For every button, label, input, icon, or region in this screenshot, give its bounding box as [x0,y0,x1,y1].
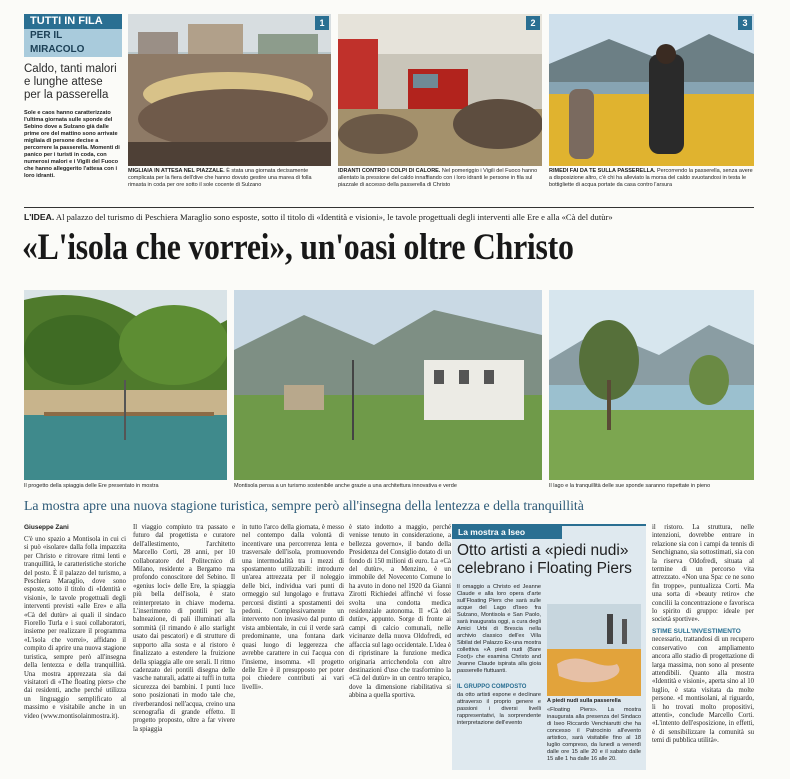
building-render-image [234,290,542,480]
article-column-3 [242,524,344,766]
caption-text: Nel pomeriggio i Vigili del Fuoco hanno allentato la pressione del caldo innaffiando con i loro idranti le persone in fila sul piazzale di accesso della passerella di Christo [338,168,538,188]
sidebar-photo [547,604,641,696]
render-caption-3: Il lago e la tranquillità delle sue sponde saranno rispettate in pieno [549,483,711,489]
subheadline: La mostra apre una nuova stagione turistica, sempre però all'insegna della lentezza e della tranquillità [24,498,584,513]
render-lakeside [549,290,754,480]
section-divider [24,207,754,208]
crowd-plaza-image [128,14,331,166]
caption-bold: RIMEDI FAI DA TE SULLA PASSERELLA. [549,168,656,174]
top-photo-3-caption [549,168,754,198]
idea-label: L'IDEA. [24,212,55,222]
photo-number: 1 [315,16,329,30]
idea-text: Al palazzo del turismo di Peschiera Maraglio sono esposte, sotto il titolo di «Identità e visioni», le tavole progettuali degli interventi alle Ere e alla «Cà del dutùr» [55,212,613,222]
top-photo-2 [338,14,542,166]
article-text: è stato indotto a maggio, perché venisse tenuto in considerazione, a bellezza governo», il bando della Presidenza del Consiglio dotato di un fondo di 150 milioni di euro. La «Cà del dutùr», a Menzino, è un immobile del Novecento Comune lo ha avuto in dono nel 1920 da Gianni Zirotti Richiedei affinché vi fosse svolta una condotta medica residenziale autonoma. Il «Cà del dutùr», appunto. Sorge di fronte ai campi di calcio comunali, nelle vicinanze della nuova Oldofredi, ed affaccia sul lago occidentale. L'idea è di ripristinare la funzione medica originaria arricchendola con altre destinazioni d'uso che trasformino la «Cà del dutùr» in un centro terapico, dove la dimensione riabilitativa si abbina a quella sportiva. [349,524,451,700]
sidebar-group-label: IL GRUPPO COMPOSTO [457,684,527,690]
top-story-subkicker: PER IL MIRACOLO [24,29,122,57]
photo-number: 3 [738,16,752,30]
article-text: Il viaggio compiuto tra passato e futuro dal progettista e curatore dell'allestimento, l'architetto Marcello Corti, 28 anni, per 10 collaboratore del Politecnico di Milano, residente a Bergamo ma profondo conoscitore del Sebino. Il «genius loci» delle Ere, la spiaggia più bella dell'isola, è stato reinterpretato in chiave moderna. L'inserimento di pontili per la balneazione, di pali illuminati alla sommità (il rimando è allo starlight usato dai pescatori) e di strutture di supporto alla sosta e al ristoro è finalizzato a estendere la fruizione della spiaggia alle ore serali. Il ritmo cadenzato dei pontili disegna delle vasche naturali, adatte ai tuffi in tutta sicurezza dei bambini. I punti luce sono posizionati in modo tale che, riverberandosi nell'acqua, creino una scenografia di grande effetto. Il progetto proposto, oltre a far vivere la spiaggia [133,524,235,733]
byline: Giuseppe Zani [24,524,69,531]
main-headline: «L'isola che vorrei», un'oasi oltre Christo [22,227,574,268]
caption-text: Percorrendo la passerella, senza avere a disposizione altro, c'è chi ha alleviato la morsa del caldo svuotandosi in testa le bottigliette di acqua portate da casa contro l'arsura [549,168,753,188]
top-photo-3 [549,14,754,166]
idea-line [24,212,754,223]
top-story-headline: Caldo, tanti malori e lunghe attese per la passerella [24,63,117,101]
article-column-4 [349,524,451,766]
photo-number: 2 [526,16,540,30]
top-photo-1 [128,14,331,166]
article-column-1 [24,536,126,766]
article-text: in tutto l'arco della giornata, è messo nel contempo dalla volontà di incentivare una percorrenza lenta e trasversale dell'isola, promuovendo una intermodalità tra i mezzi di spostamento utilizzabili: introdurre un'area attrezzata per il noleggio delle bici, individua vari punti di ormeggio sul lungolago e fruttava percorsi distinti a spostamenti dei pedoni. Complessivamente un intervento non invasivo dal punto di vista ambientale, in cui il verde sarà predominante, una fontana dark quasi luogo di leggerezza che avrebbe carattere in cui l'acqua con l'insieme, insomma. «Il progetto delle Ere è il presupposto per poter poi chiedere contributi ai vari livelli». [242,524,344,691]
sidebar-headline: Otto artisti a «piedi nudi» celebrano i Floating Piers [457,542,632,577]
bare-feet-image [547,604,641,696]
lakeside-render-image [549,290,754,480]
sidebar-body-3: «Floating Piers». La mostra inaugurata alla presenza del Sindaco di Iseo Riccardo Venchiarutti che ha concesso il Patrocinio all'evento artistico, sarà visitabile fino al 18 luglio compreso, da lunedì a venerdì dalle ore 15 alle 20 e il sabato dalle 15 alle 1 ha dalle 16 alle 20. [547,707,641,762]
sidebar-box [452,524,646,770]
render-beach [24,290,227,480]
sidebar-kicker: La mostra a Iseo [452,526,562,539]
render-caption-2: Montisola pensa a un turismo sostenibile anche grazie a una architettura innovativa e verde [234,483,457,489]
caption-bold: MIGLIAIA IN ATTESA NEL PIAZZALE. [128,168,225,174]
sidebar-body-2: da otto artisti espone e declinare attraverso il proprio genere e passioni i diversi livelli rappresentativi, la sorprendente interpretazione dell'evento [457,692,541,726]
top-story [24,14,122,199]
render-building [234,290,542,480]
sidebar-photo-caption: A piedi nudi sulla passerella [547,698,621,704]
top-photo-1-caption [128,168,331,198]
beach-render-image [24,290,227,480]
caption-bold: IDRANTI CONTRO I COLPI DI CALORE. [338,168,441,174]
pier-walkers-image [549,14,754,166]
render-caption-1: Il progetto della spiaggia delle Ere presentato in mostra [24,483,159,489]
top-photo-2-caption [338,168,542,198]
fire-truck-image [338,14,542,166]
article-text: C'è uno spazio a Montisola in cui ci si può «isolare» dalla folla impazzita per Christo e ritrovare ritmi lenti e tranquillità, le caratteristiche storiche del posto. È il palazzo del turismo, a Peschiera Maraglio, dove sono esposte, sotto il titolo di «Identità e visioni», le tavole progettuali degli interventi previsti «alle Ere» e alla «Cà del dutùr» ai quali il sindaco Fiorello Turla e i suoi collaboratori, insieme per realizzare il programma «L'isola che vorrei», affidano il compito di aprire una nuova stagione turistica, sempre però all'insegna della lentezza e della tranquillità. Una mostra apprezzata sia dai visitatori di «The floating piers» che dai residenti, anche perché utilizza un linguaggio semplificato al massimo e visitabile anche in un video (www.montisolainmostra.it). [24,536,126,720]
right-column-text-2: necessario, trattandosi di un recupero conservativo con ampliamento ancora allo stadio di progettazione di larga massima, non sono al presente attendibili. Quanto alla mostra «Identità e visioni», aperta sino al 10 luglio, è stata visitata da molte persone. «I montisolani, al riguardo, li ho trovati molto propositivi, attenti», conclude Marcello Corti. «L'intento dell'esposizione, in effetti, è di sensibilizzare la comunità su temi di pubblica utilità». [652,636,754,745]
right-column-label: STIME SULL'INVESTIMENTO [652,627,741,635]
caption-text: È stata una giornata decisamente complicata per la fiera dell'dive che hanno dovuto gestire una marea di folla rimasta in coda per ore sotto il sole cocente di Sulzano [128,168,312,188]
sidebar-body-1: Il omaggio a Christo ed Jeanne Claude e alla loro opera d'arte sull'Floating Piers che sarà sulle acque del Lago d'Iseo fra Sulzano, Montisola e San Paolo, sarà inaugurata oggi, a cura degli Amici Urbi di Brescia nella archivio classico dell'ex Villa Sibilat del Palazzo Ex-una mostra collettiva «A piedi nudi (Bare Foot)» che esamina Christo and Jeanne Claude ispirata alla gioia passerelle fluttuanti. [457,584,541,674]
top-story-body: Sole e caos hanno caratterizzato l'ultima giornata sulle sponde del Sebino dove a Sulzano già dalle prime ore del mattino sono arrivate migliaia di persone decise a percorrere la passerella. Momenti di panico per i turisti in coda, con numerosi malori e i Vigili del Fuoco che hanno alleggerito l'attesa con i loro idranti. [24,110,120,179]
right-column-text-1: il ristoro. La struttura, nelle intenzioni, dovrebbe entrare in relazione sia con i campi da tennis di Senchignano, sia sottostimati, sia con la riserva Oldofredi, situata al termine di un percorso vita attrezzato. «Non una Spa: ce ne sono fin troppe», puntualizza Corti. Ma una sorta di «beauty retiro» che concilii la concentrazione e favorisca lo spirito di gruppo: ideale per società sportive». [652,524,754,624]
top-story-kicker: TUTTI IN FILA [24,14,122,29]
right-column [652,524,754,770]
article-column-2 [133,524,235,766]
